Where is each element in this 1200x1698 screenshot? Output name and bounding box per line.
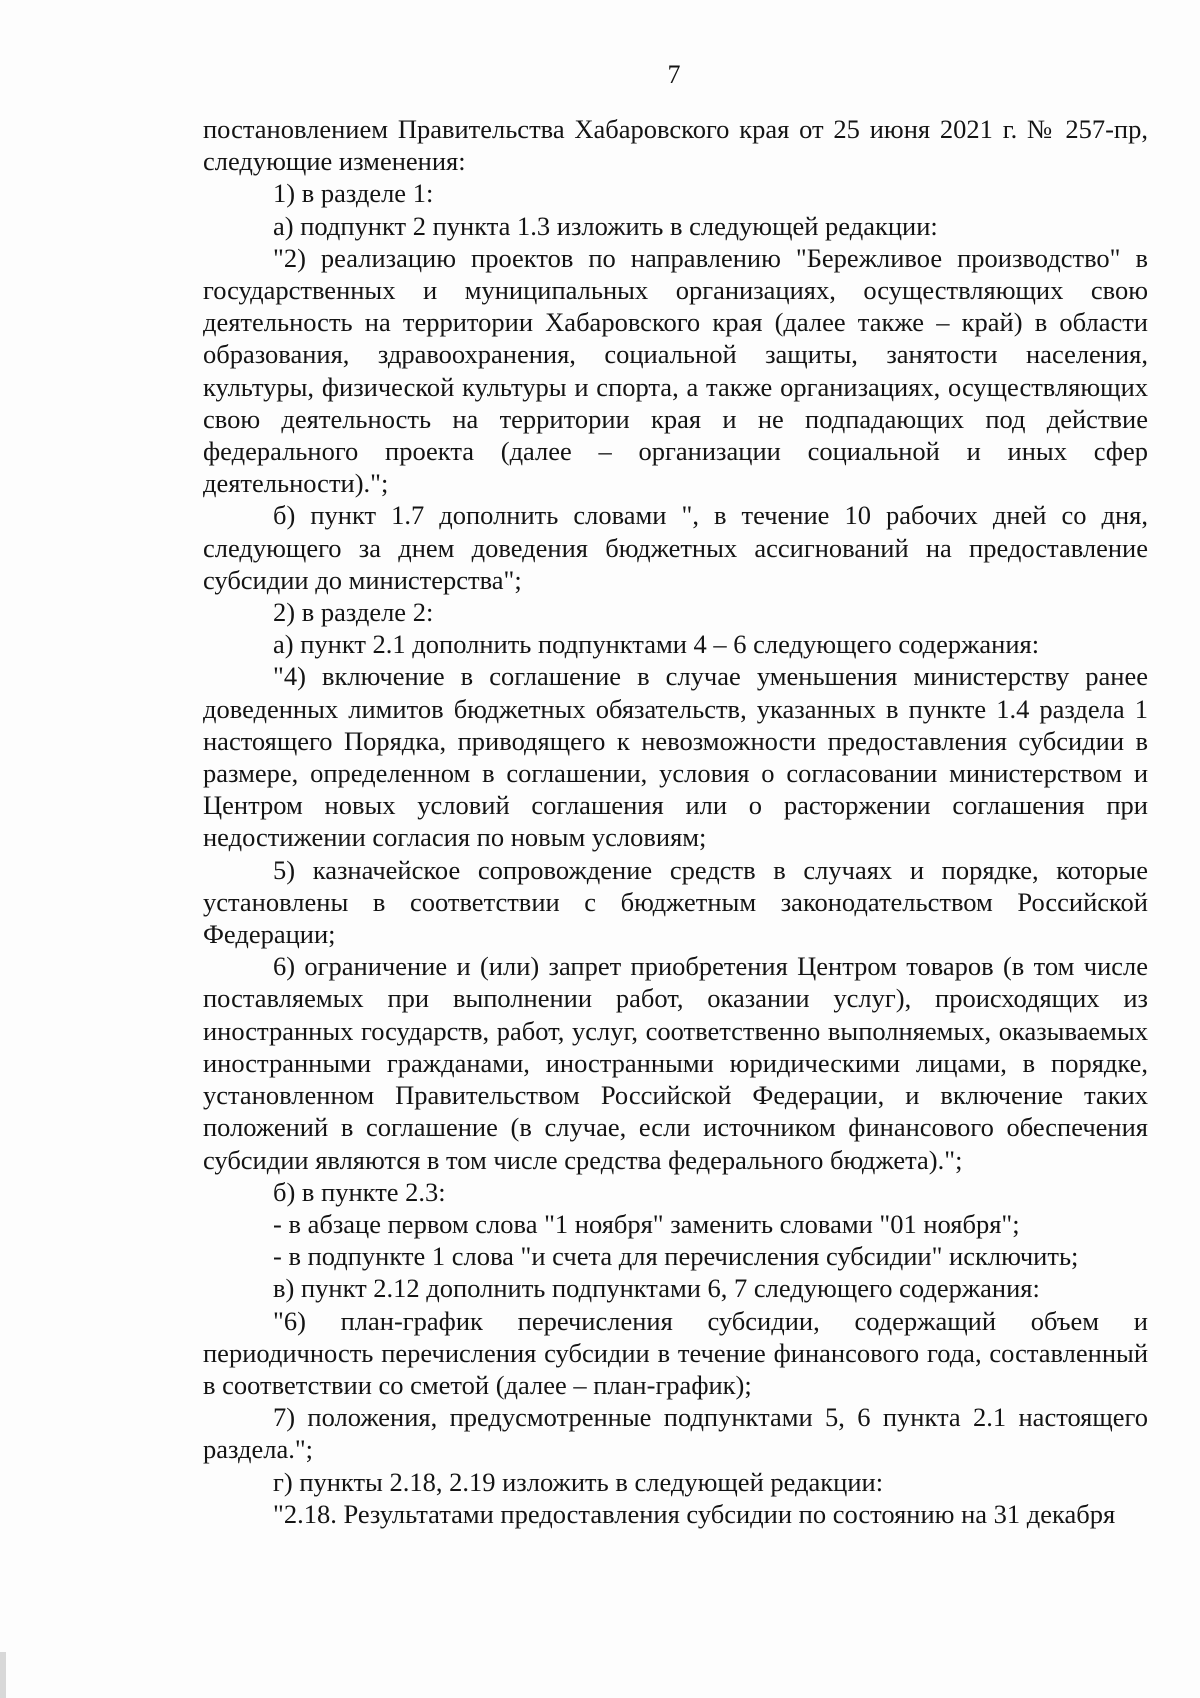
scan-edge-mark <box>0 1652 6 1698</box>
paragraph: 7) положения, предусмотренные подпунктами 5, 6 пункта 2.1 настоящего раздела."; <box>203 1402 1148 1465</box>
paragraph: "4) включение в соглашение в случае уменьшения министерству ранее доведенных лимитов бюджетных обязательств, указанных в пункте 1.4 раздела 1 настоящего Порядка, приводящего к невозможности предоставления субсидии в размере, определенном в соглашении, условия о согласовании министерством и Центром новых условий соглашения или о расторжении соглашения при недостижении согласия по новым условиям; <box>203 661 1148 853</box>
paragraph: - в абзаце первом слова "1 ноября" заменить словами "01 ноября"; <box>273 1208 1020 1239</box>
paragraph: г) пункты 2.18, 2.19 изложить в следующей редакции: <box>273 1466 884 1497</box>
paragraph: 6) ограничение и (или) запрет приобретения Центром товаров (в том числе поставляемых при выполнении работ, оказании услуг), происходящих из иностранных государств, работ, услуг, соответственно выполняемых, оказываемых иностранными гражданами, иностранными юридическими лицами, в порядке, установленном Правительством Российской Федерации, и включение таких положений в соглашение (в случае, если источником финансового обеспечения субсидии являются в том числе средства федерального бюджета)."; <box>203 951 1148 1175</box>
paragraph: "6) план-график перечисления субсидии, содержащий объем и периодичность перечисления субсидии в течение финансового года, составленный в соответствии со сметой (далее – план-график); <box>203 1305 1148 1400</box>
paragraph: - в подпункте 1 слова "и счета для перечисления субсидии" исключить; <box>273 1241 1079 1272</box>
paragraph: "2.18. Результатами предоставления субсидии по состоянию на 31 декабря <box>273 1498 1116 1529</box>
paragraph: б) в пункте 2.3: <box>273 1176 446 1207</box>
paragraph: постановлением Правительства Хабаровского края от 25 июня 2021 г. № 257-пр, следующие изменения: <box>203 114 1148 177</box>
paragraph: а) подпункт 2 пункта 1.3 изложить в следующей редакции: <box>273 210 938 241</box>
paragraph: в) пункт 2.12 дополнить подпунктами 6, 7 следующего содержания: <box>273 1273 1040 1304</box>
paragraph: 5) казначейское сопровождение средств в случаях и порядке, которые установлены в соответствии с бюджетным законодательством Российской Федерации; <box>203 854 1148 950</box>
paragraph: "2) реализацию проектов по направлению "Бережливое производство" в государственных и муниципальных организациях, осуществляющих свою деятельность на территории Хабаровского края (далее также – край) в области образования, здравоохранения, социальной защиты, занятости населения, культуры, физической культуры и спорта, а также организациях, осуществляющих свою деятельность на территории края и не подпадающих под действие федерального проекта (далее – организации социальной и иных сфер деятельности)."; <box>203 242 1148 499</box>
paragraph: 1) в разделе 1: <box>273 178 434 209</box>
page-number: 7 <box>667 60 681 89</box>
document-body <box>203 113 1148 1530</box>
paragraph: а) пункт 2.1 дополнить подпунктами 4 – 6 следующего содержания: <box>273 629 1040 660</box>
paragraph: б) пункт 1.7 дополнить словами ", в течение 10 рабочих дней со дня, следующего за днем доведения бюджетных ассигнований на предоставление субсидии до министерства"; <box>203 500 1148 595</box>
paragraph: 2) в разделе 2: <box>273 597 434 628</box>
